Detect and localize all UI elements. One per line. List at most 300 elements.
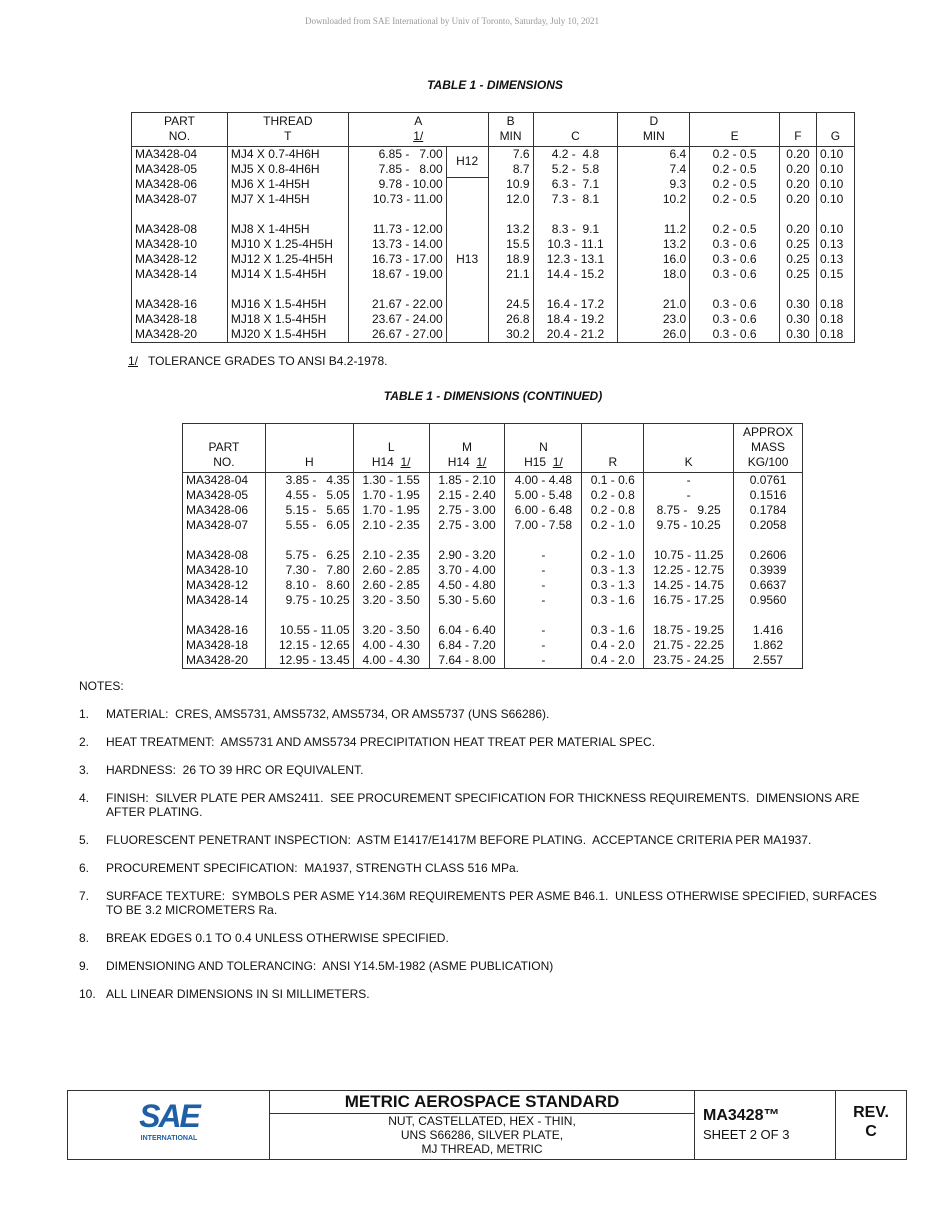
note-item	[79, 707, 879, 721]
table-cell: 8.10 - 8.60	[265, 578, 353, 593]
table-cell	[734, 608, 803, 623]
table-cell: 0.1784	[734, 503, 803, 518]
table-cell: 0.25	[780, 237, 817, 252]
table-row	[132, 177, 855, 192]
table-cell: 6.00 - 6.48	[505, 503, 582, 518]
table-cell	[488, 282, 533, 297]
table-cell: 16.73 - 17.00	[348, 252, 446, 267]
table-cell: 0.3 - 0.6	[690, 267, 780, 282]
table-cell	[533, 207, 618, 222]
note-item	[79, 763, 879, 777]
table-cell: 18.9	[488, 252, 533, 267]
table-cell: 26.67 - 27.00	[348, 327, 446, 343]
table-cell: 12.25 - 12.75	[644, 563, 734, 578]
table-cell: 0.10	[816, 222, 854, 237]
table-cell: MJ7 X 1-4H5H	[227, 192, 348, 207]
table-cell: 5.2 - 5.8	[533, 162, 618, 177]
table-cell: MA3428-14	[132, 267, 228, 282]
table-cell: 0.10	[816, 162, 854, 177]
table-cell: 1.70 - 1.95	[353, 503, 429, 518]
table-cell: 0.10	[816, 147, 854, 163]
table-cell: 21.1	[488, 267, 533, 282]
note-number: 5.	[79, 833, 90, 847]
col-header-d: D MIN	[618, 113, 690, 147]
table-cell: 0.2 - 0.5	[690, 177, 780, 192]
table-cell: 3.70 - 4.00	[429, 563, 505, 578]
table-cell: 15.5	[488, 237, 533, 252]
table-cell: 7.85 - 8.00	[348, 162, 446, 177]
note-text: FINISH: SILVER PLATE PER AMS2411. SEE PROCUREMENT SPECIFICATION FOR THICKNESS REQUIREMENTS. DIMENSIONS ARE AFTER PLATING.	[106, 791, 863, 819]
tolerance-h13: H13	[446, 177, 488, 343]
table-cell: 21.0	[618, 297, 690, 312]
table-row	[132, 192, 855, 207]
table-cell: 2.60 - 2.85	[353, 578, 429, 593]
table-cell	[429, 608, 505, 623]
table-cell: MJ5 X 0.8-4H6H	[227, 162, 348, 177]
table-cell: 3.20 - 3.50	[353, 623, 429, 638]
table-cell: 9.75 - 10.25	[265, 593, 353, 608]
table-cell: 7.3 - 8.1	[533, 192, 618, 207]
table-cell: 0.25	[780, 252, 817, 267]
table-cell: 0.2 - 0.5	[690, 222, 780, 237]
col-header-e: E	[690, 113, 780, 147]
table-cell: 0.2 - 0.5	[690, 192, 780, 207]
table-cell: 4.50 - 4.80	[429, 578, 505, 593]
table-row	[183, 638, 803, 653]
table-cell: 18.0	[618, 267, 690, 282]
table-cell: 2.15 - 2.40	[429, 488, 505, 503]
table-cell: 4.55 - 5.05	[265, 488, 353, 503]
table-cell: MJ16 X 1.5-4H5H	[227, 297, 348, 312]
sheet-number: SHEET 2 OF 3	[703, 1127, 790, 1142]
table-cell: 16.75 - 17.25	[644, 593, 734, 608]
col-header-l: L H14 1/	[353, 424, 429, 473]
table-row	[183, 593, 803, 608]
table-cell: 0.30	[780, 297, 817, 312]
table-cell: 7.6	[488, 147, 533, 163]
table-spacer-row	[132, 282, 855, 297]
table-cell: 2.10 - 2.35	[353, 548, 429, 563]
table-cell: 0.13	[816, 237, 854, 252]
table-cell: 18.4 - 19.2	[533, 312, 618, 327]
table-cell: 0.4 - 2.0	[582, 638, 644, 653]
col-header-f: F	[780, 113, 817, 147]
table-cell	[132, 207, 228, 222]
table-cell	[582, 608, 644, 623]
note-item	[79, 987, 879, 1001]
table-cell: 11.73 - 12.00	[348, 222, 446, 237]
table-cell: 0.10	[816, 192, 854, 207]
table-cell: 0.20	[780, 177, 817, 192]
note-item	[79, 833, 879, 847]
table-spacer-row	[132, 207, 855, 222]
table-cell: 0.3 - 0.6	[690, 297, 780, 312]
table-cell: MA3428-08	[132, 222, 228, 237]
table-cell: 4.2 - 4.8	[533, 147, 618, 163]
note-item	[79, 735, 879, 749]
table-row	[183, 653, 803, 669]
table-row	[132, 327, 855, 343]
table-cell: 13.2	[618, 237, 690, 252]
table-cell: MJ10 X 1.25-4H5H	[227, 237, 348, 252]
table-cell: 2.10 - 2.35	[353, 518, 429, 533]
table-cell: MJ6 X 1-4H5H	[227, 177, 348, 192]
table-row	[132, 147, 855, 163]
table2-title: TABLE 1 - DIMENSIONS (CONTINUED)	[383, 389, 603, 403]
table-cell: 0.25	[780, 267, 817, 282]
table-cell: 9.3	[618, 177, 690, 192]
table-row	[132, 252, 855, 267]
col-header-h: H	[265, 424, 353, 473]
table-cell: 23.0	[618, 312, 690, 327]
table-cell: MA3428-05	[183, 488, 266, 503]
part-number: MA3428™	[703, 1107, 780, 1124]
table-cell: 0.30	[780, 312, 817, 327]
table-cell: 14.4 - 15.2	[533, 267, 618, 282]
notes-heading: NOTES:	[79, 679, 124, 693]
table-cell: 0.3 - 1.3	[582, 563, 644, 578]
table-cell: 1.85 - 2.10	[429, 473, 505, 489]
table-cell: 9.75 - 10.25	[644, 518, 734, 533]
table-cell: 21.67 - 22.00	[348, 297, 446, 312]
table-row	[132, 237, 855, 252]
table-cell	[132, 282, 228, 297]
table-cell	[816, 207, 854, 222]
col-header-part: PART NO.	[183, 424, 266, 473]
table-cell: 6.85 - 7.00	[348, 147, 446, 163]
table-cell: 8.3 - 9.1	[533, 222, 618, 237]
table-cell: 5.15 - 5.65	[265, 503, 353, 518]
table-cell: 8.75 - 9.25	[644, 503, 734, 518]
table-cell	[505, 533, 582, 548]
table-cell	[780, 207, 817, 222]
part-description: NUT, CASTELLATED, HEX - THIN, UNS S66286, SILVER PLATE, MJ THREAD, METRIC	[388, 1114, 576, 1156]
table-cell: 0.18	[816, 312, 854, 327]
dimensions-table	[131, 112, 855, 343]
table-cell: MA3428-14	[183, 593, 266, 608]
table-cell	[690, 282, 780, 297]
table-cell	[533, 282, 618, 297]
col-header-n: N H15 1/	[505, 424, 582, 473]
table-cell: 0.3 - 0.6	[690, 312, 780, 327]
table-cell: MA3428-12	[183, 578, 266, 593]
table-cell: MJ14 X 1.5-4H5H	[227, 267, 348, 282]
table-cell: 7.64 - 8.00	[429, 653, 505, 669]
table-cell: 0.30	[780, 327, 817, 343]
table-cell: 0.2606	[734, 548, 803, 563]
table-cell: 4.00 - 4.30	[353, 653, 429, 669]
table-cell: 0.3 - 1.6	[582, 593, 644, 608]
note-item	[79, 791, 879, 819]
table-cell: MA3428-20	[183, 653, 266, 669]
table-cell: MA3428-06	[132, 177, 228, 192]
table-spacer-row	[183, 608, 803, 623]
table-cell: 0.2 - 0.5	[690, 162, 780, 177]
table-cell: MA3428-07	[183, 518, 266, 533]
table-cell: 6.04 - 6.40	[429, 623, 505, 638]
table-cell: 0.18	[816, 327, 854, 343]
table-cell: 13.73 - 14.00	[348, 237, 446, 252]
table-cell: MJ12 X 1.25-4H5H	[227, 252, 348, 267]
table-cell: MJ18 X 1.5-4H5H	[227, 312, 348, 327]
table-cell	[353, 608, 429, 623]
table-cell: 0.2 - 0.8	[582, 488, 644, 503]
table-cell: MJ20 X 1.5-4H5H	[227, 327, 348, 343]
table-cell: 0.18	[816, 297, 854, 312]
table-cell	[618, 282, 690, 297]
table-cell: MA3428-18	[183, 638, 266, 653]
table-cell	[265, 533, 353, 548]
table-cell	[690, 207, 780, 222]
table-cell: 26.8	[488, 312, 533, 327]
table-cell	[183, 533, 266, 548]
table-cell: MA3428-04	[183, 473, 266, 489]
table-cell	[816, 282, 854, 297]
table-cell: 2.90 - 3.20	[429, 548, 505, 563]
table-row	[183, 578, 803, 593]
table-cell	[227, 282, 348, 297]
table-cell: 7.30 - 7.80	[265, 563, 353, 578]
table-cell	[348, 282, 446, 297]
table-cell: 0.20	[780, 222, 817, 237]
table-cell: 12.3 - 13.1	[533, 252, 618, 267]
table-cell	[183, 608, 266, 623]
table-cell	[582, 533, 644, 548]
table-cell: 0.20	[780, 192, 817, 207]
table-cell: MJ8 X 1-4H5H	[227, 222, 348, 237]
table-cell: 12.15 - 12.65	[265, 638, 353, 653]
col-header-g: G	[816, 113, 854, 147]
table-cell	[618, 207, 690, 222]
table-cell: 0.20	[780, 147, 817, 163]
table-cell: 2.557	[734, 653, 803, 669]
table-cell: MA3428-16	[132, 297, 228, 312]
note-text: SURFACE TEXTURE: SYMBOLS PER ASME Y14.36M REQUIREMENTS PER ASME B46.1. UNLESS OTHERWISE SPECIFIED, SURFACES TO BE 3.2 MICROMETERS Ra.	[106, 889, 881, 917]
note-number: 8.	[79, 931, 90, 945]
table-cell: 0.3 - 0.6	[690, 327, 780, 343]
table-cell: 2.75 - 3.00	[429, 503, 505, 518]
table-row	[183, 518, 803, 533]
table1-title: TABLE 1 - DIMENSIONS	[427, 78, 563, 92]
note-number: 3.	[79, 763, 90, 777]
note-item	[79, 861, 879, 875]
table-cell: 0.6637	[734, 578, 803, 593]
note-item	[79, 959, 879, 973]
table-cell: 0.3 - 1.3	[582, 578, 644, 593]
table-cell: 2.60 - 2.85	[353, 563, 429, 578]
table-cell: 0.3 - 1.6	[582, 623, 644, 638]
table-cell: 0.2058	[734, 518, 803, 533]
table-cell: 13.2	[488, 222, 533, 237]
col-header-c: C	[533, 113, 618, 147]
table-cell: 6.4	[618, 147, 690, 163]
table-cell: -	[644, 488, 734, 503]
table-cell: 10.3 - 11.1	[533, 237, 618, 252]
table-cell	[644, 608, 734, 623]
col-header-a: A 1/	[348, 113, 488, 147]
table-cell: 0.3 - 0.6	[690, 252, 780, 267]
table-cell	[734, 533, 803, 548]
note-number: 7.	[79, 889, 90, 903]
table-cell: 8.7	[488, 162, 533, 177]
table-cell: 0.3939	[734, 563, 803, 578]
table-cell: MA3428-05	[132, 162, 228, 177]
table-cell: MA3428-04	[132, 147, 228, 163]
table-cell	[505, 608, 582, 623]
table-row	[132, 222, 855, 237]
table-cell: 0.0761	[734, 473, 803, 489]
table-cell: MA3428-18	[132, 312, 228, 327]
table-cell: MA3428-16	[183, 623, 266, 638]
notes-section	[79, 679, 879, 1001]
table-cell: 16.0	[618, 252, 690, 267]
table-cell: 10.2	[618, 192, 690, 207]
table-cell: 2.75 - 3.00	[429, 518, 505, 533]
table-cell: 10.9	[488, 177, 533, 192]
table-cell: 7.00 - 7.58	[505, 518, 582, 533]
table-cell: 0.13	[816, 252, 854, 267]
col-header-r: R	[582, 424, 644, 473]
table-cell: 5.55 - 6.05	[265, 518, 353, 533]
table-row	[183, 563, 803, 578]
table-cell: 21.75 - 22.25	[644, 638, 734, 653]
table-cell: 0.1516	[734, 488, 803, 503]
sae-logo-sub: INTERNATIONAL	[140, 1135, 198, 1142]
table-cell: 18.67 - 19.00	[348, 267, 446, 282]
table-cell: 0.2 - 0.8	[582, 503, 644, 518]
note-number: 2.	[79, 735, 90, 749]
dimensions-continued-table	[182, 423, 803, 669]
tolerance-h12: H12	[446, 147, 488, 178]
table-row	[132, 312, 855, 327]
table-cell: -	[505, 593, 582, 608]
table-row	[183, 548, 803, 563]
table-cell: -	[505, 653, 582, 669]
table-cell: 10.55 - 11.05	[265, 623, 353, 638]
note-item	[79, 931, 879, 945]
table-cell	[265, 608, 353, 623]
note-text: MATERIAL: CRES, AMS5731, AMS5732, AMS5734, OR AMS5737 (UNS S66286).	[106, 707, 550, 721]
table-cell	[488, 207, 533, 222]
sae-logo-mark: SAE	[139, 1098, 199, 1134]
table-cell: 0.2 - 0.5	[690, 147, 780, 163]
table-cell: 24.5	[488, 297, 533, 312]
table-cell: 12.95 - 13.45	[265, 653, 353, 669]
note-number: 1.	[79, 707, 90, 721]
table-cell: MA3428-10	[183, 563, 266, 578]
table-row	[183, 623, 803, 638]
note-number: 6.	[79, 861, 90, 875]
table-cell: 18.75 - 19.25	[644, 623, 734, 638]
table-cell: 0.1 - 0.6	[582, 473, 644, 489]
table-cell: 26.0	[618, 327, 690, 343]
table-cell: 23.75 - 24.25	[644, 653, 734, 669]
note-text: ALL LINEAR DIMENSIONS IN SI MILLIMETERS.	[106, 987, 370, 1001]
table-cell: 16.4 - 17.2	[533, 297, 618, 312]
tolerance-footnote: 1/ TOLERANCE GRADES TO ANSI B4.2-1978.	[128, 354, 388, 368]
table-row	[132, 297, 855, 312]
watermark: Downloaded from SAE International by Univ of Toronto, Saturday, July 10, 2021	[304, 16, 600, 26]
table-cell: 0.10	[816, 177, 854, 192]
table-cell	[644, 533, 734, 548]
table-cell: MA3428-10	[132, 237, 228, 252]
table-cell: 14.25 - 14.75	[644, 578, 734, 593]
table-cell: 0.15	[816, 267, 854, 282]
table-cell: 5.00 - 5.48	[505, 488, 582, 503]
table-cell	[348, 207, 446, 222]
table-cell: -	[644, 473, 734, 489]
table-cell: 0.20	[780, 162, 817, 177]
table-cell: 5.75 - 6.25	[265, 548, 353, 563]
table-cell: 5.30 - 5.60	[429, 593, 505, 608]
title-block	[67, 1090, 907, 1160]
note-text: FLUORESCENT PENETRANT INSPECTION: ASTM E1417/E1417M BEFORE PLATING. ACCEPTANCE CRITERIA PER MA1937.	[106, 833, 812, 847]
table-cell: 10.73 - 11.00	[348, 192, 446, 207]
table-cell: 10.75 - 11.25	[644, 548, 734, 563]
table-cell: -	[505, 578, 582, 593]
table-cell: -	[505, 638, 582, 653]
table-cell: MJ4 X 0.7-4H6H	[227, 147, 348, 163]
note-text: PROCUREMENT SPECIFICATION: MA1937, STRENGTH CLASS 516 MPa.	[106, 861, 519, 875]
col-header-b: B MIN	[488, 113, 533, 147]
table-cell: 3.20 - 3.50	[353, 593, 429, 608]
note-number: 9.	[79, 959, 90, 973]
standard-title: METRIC AEROSPACE STANDARD	[270, 1091, 694, 1114]
table-cell: 3.85 - 4.35	[265, 473, 353, 489]
table-row	[183, 488, 803, 503]
table-cell: 4.00 - 4.30	[353, 638, 429, 653]
table-cell: 20.4 - 21.2	[533, 327, 618, 343]
table-cell: 0.3 - 0.6	[690, 237, 780, 252]
table-cell: -	[505, 548, 582, 563]
note-text: BREAK EDGES 0.1 TO 0.4 UNLESS OTHERWISE SPECIFIED.	[106, 931, 449, 945]
table-cell: 0.2 - 1.0	[582, 518, 644, 533]
table-cell: 12.0	[488, 192, 533, 207]
table-cell: 4.00 - 4.48	[505, 473, 582, 489]
table-row	[183, 503, 803, 518]
col-header-mass: APPROX MASS KG/100	[734, 424, 803, 473]
table-cell: MA3428-12	[132, 252, 228, 267]
table-cell: -	[505, 563, 582, 578]
table-cell: 0.4 - 2.0	[582, 653, 644, 669]
table-cell: 6.84 - 7.20	[429, 638, 505, 653]
table-cell: MA3428-07	[132, 192, 228, 207]
table-cell: MA3428-08	[183, 548, 266, 563]
note-number: 10.	[79, 987, 96, 1001]
col-header-m: M H14 1/	[429, 424, 505, 473]
note-text: HEAT TREATMENT: AMS5731 AND AMS5734 PRECIPITATION HEAT TREAT PER MATERIAL SPEC.	[106, 735, 656, 749]
table-cell: 1.862	[734, 638, 803, 653]
sae-logo	[68, 1091, 270, 1159]
table-cell	[227, 207, 348, 222]
table-cell	[429, 533, 505, 548]
table-cell	[780, 282, 817, 297]
table-cell: -	[505, 623, 582, 638]
table-cell: 11.2	[618, 222, 690, 237]
table-cell: 0.9560	[734, 593, 803, 608]
table-row	[132, 162, 855, 177]
table-row	[183, 473, 803, 489]
note-text: DIMENSIONING AND TOLERANCING: ANSI Y14.5M-1982 (ASME PUBLICATION)	[106, 959, 554, 973]
table-cell: 7.4	[618, 162, 690, 177]
col-header-thread: THREAD T	[227, 113, 348, 147]
table-row	[132, 267, 855, 282]
table-cell: MA3428-06	[183, 503, 266, 518]
table-cell: 1.30 - 1.55	[353, 473, 429, 489]
note-text: HARDNESS: 26 TO 39 HRC OR EQUIVALENT.	[106, 763, 364, 777]
table-cell: MA3428-20	[132, 327, 228, 343]
table-cell: 1.416	[734, 623, 803, 638]
